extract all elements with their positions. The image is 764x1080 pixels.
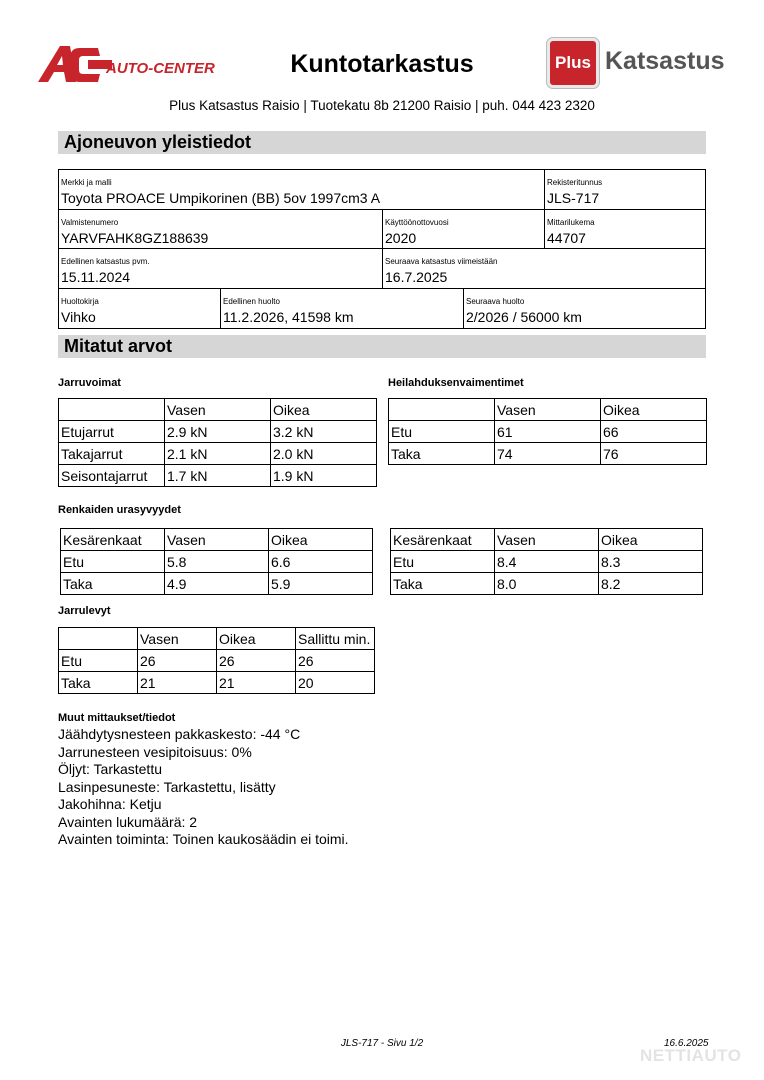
table-row (59, 672, 375, 694)
table-cell (389, 399, 495, 421)
table-cell: 26 (217, 650, 296, 672)
table-cell: Taka (391, 573, 495, 595)
make-model-value: Toyota PROACE Umpikorinen (BB) 5ov 1997cm3 A (61, 190, 381, 206)
reg-no-value: JLS-717 (547, 190, 600, 206)
auto-center-logo (36, 44, 226, 86)
table-cell: Etu (59, 650, 138, 672)
page-title: Kuntotarkastus (290, 50, 474, 78)
table-cell: Seisontajarrut (59, 465, 165, 487)
section-general-title: Ajoneuvon yleistiedot (58, 131, 706, 154)
table-cell: Oikea (599, 529, 703, 551)
table-cell: 6.6 (269, 551, 373, 573)
odometer-label: Mittarilukema (547, 217, 595, 227)
plus-logo-word: Katsastus (605, 47, 725, 75)
table-cell: 5.9 (269, 573, 373, 595)
table-cell: 26 (138, 650, 217, 672)
table-row (59, 443, 377, 465)
table-cell: 76 (601, 443, 707, 465)
table-row (59, 465, 377, 487)
next-service-label: Seuraava huolto (466, 296, 525, 306)
service-book-value: Vihko (61, 308, 96, 325)
auto-center-logo-graphic (36, 44, 226, 86)
other-title: Muut mittaukset/tiedot (58, 712, 176, 724)
table-cell: Etujarrut (59, 421, 165, 443)
table-row (391, 551, 703, 573)
next-inspection-label: Seuraava katsastus viimeistään (385, 257, 498, 266)
table-cell: 4.9 (165, 573, 269, 595)
plus-logo-box: Plus (547, 38, 599, 88)
vehicle-row-1 (59, 170, 705, 210)
table-cell: Vasen (495, 529, 599, 551)
list-item: Avainten lukumäärä: 2 (58, 813, 198, 830)
table-row (391, 573, 703, 595)
next-inspection-value: 16.7.2025 (385, 269, 448, 285)
vin-value: YARVFAHK8GZ188639 (61, 229, 209, 246)
table-cell: Etu (61, 551, 165, 573)
next-inspection-cell (383, 249, 705, 288)
table-cell: Vasen (165, 399, 271, 421)
table-cell: 3.2 kN (271, 421, 377, 443)
table-row (59, 421, 377, 443)
table-cell: Taka (389, 443, 495, 465)
discs-title: Jarrulevyt (58, 605, 111, 617)
table-cell: 1.9 kN (271, 465, 377, 487)
table-cell: Etu (389, 421, 495, 443)
discs-table (58, 627, 375, 694)
vehicle-row-4 (59, 289, 705, 329)
tread-left-table (60, 528, 373, 595)
table-header-row (59, 628, 375, 650)
table-cell: Kesärenkaat (61, 529, 165, 551)
table-row (389, 443, 707, 465)
prev-inspection-value: 15.11.2024 (61, 269, 131, 285)
table-cell: 5.8 (165, 551, 269, 573)
list-item: Jarrunesteen vesipitoisuus: 0% (58, 743, 252, 760)
table-header-row (61, 529, 373, 551)
table-header-row (389, 399, 707, 421)
table-cell: Etu (391, 551, 495, 573)
next-service-value: 2/2026 / 56000 km (466, 308, 582, 325)
reg-no-label: Rekisteritunnus (547, 178, 603, 187)
shocks-table (388, 398, 707, 465)
brakes-title: Jarruvoimat (58, 377, 121, 389)
first-use-label: Käyttöönottovuosi (385, 217, 449, 227)
nettiauto-watermark: NETTIAUTO (640, 1046, 742, 1065)
make-model-cell (59, 170, 545, 209)
table-cell: Vasen (138, 628, 217, 650)
table-cell: Taka (61, 573, 165, 595)
shocks-title: Heilahduksenvaimentimet (388, 377, 524, 389)
table-cell: 74 (495, 443, 601, 465)
table-cell: Vasen (495, 399, 601, 421)
odometer-cell (545, 210, 705, 249)
odometer-value: 44707 (547, 229, 586, 246)
table-cell: 2.0 kN (271, 443, 377, 465)
brakes-table (58, 398, 377, 487)
tread-title: Renkaiden urasyvyydet (58, 504, 181, 516)
footer-page-info: JLS-717 - Sivu 1/2 (340, 1038, 424, 1049)
table-cell: 21 (138, 672, 217, 694)
table-cell (59, 399, 165, 421)
prev-service-label: Edellinen huolto (223, 296, 280, 306)
table-header-row (391, 529, 703, 551)
vin-label: Valmistenumero (61, 217, 119, 227)
vehicle-row-2 (59, 210, 705, 250)
list-item: Jakohihna: Ketju (58, 796, 162, 812)
table-row (389, 421, 707, 443)
table-cell: Sallittu min. (296, 628, 375, 650)
other-list (58, 726, 349, 849)
plus-katsastus-logo (547, 38, 732, 90)
prev-inspection-cell (59, 249, 383, 288)
list-item: Avainten toiminta: Toinen kaukosäädin ei toimi. (58, 831, 349, 847)
contact-line: Plus Katsastus Raisio | Tuotekatu 8b 21200 Raisio | puh. 044 423 2320 (169, 98, 595, 113)
auto-center-logo-text: AUTO-CENTER (106, 60, 215, 77)
table-cell: 61 (495, 421, 601, 443)
vehicle-info-grid (58, 169, 706, 329)
table-cell: Taka (59, 672, 138, 694)
list-item: Jäähdytysnesteen pakkaskesto: -44 °C (58, 726, 301, 742)
table-cell: 2.1 kN (165, 443, 271, 465)
next-service-cell (464, 289, 705, 329)
list-item: Öljyt: Tarkastettu (58, 761, 163, 777)
prev-service-cell (221, 289, 464, 329)
service-book-label: Huoltokirja (61, 296, 99, 306)
first-use-value: 2020 (385, 229, 417, 246)
table-cell: Kesärenkaat (391, 529, 495, 551)
table-cell: Oikea (601, 399, 707, 421)
table-cell: 21 (217, 672, 296, 694)
first-use-cell (383, 210, 545, 249)
tread-right-table (390, 528, 703, 595)
table-row (61, 551, 373, 573)
list-item: Lasinpesuneste: Tarkastettu, lisätty (58, 778, 276, 795)
table-cell: Oikea (271, 399, 377, 421)
prev-service-value: 11.2.2026, 41598 km (223, 308, 354, 325)
section-measured-title: Mitatut arvot (58, 335, 706, 358)
table-row (61, 573, 373, 595)
footer-date: 16.6.2025 (664, 1038, 709, 1049)
make-model-label: Merkki ja malli (61, 178, 112, 187)
reg-no-cell (545, 170, 705, 209)
table-cell: 26 (296, 650, 375, 672)
table-cell (59, 628, 138, 650)
table-cell: 8.0 (495, 573, 599, 595)
table-cell: Oikea (217, 628, 296, 650)
table-cell: Vasen (165, 529, 269, 551)
table-cell: 1.7 kN (165, 465, 271, 487)
table-cell: 8.2 (599, 573, 703, 595)
table-cell: 66 (601, 421, 707, 443)
vehicle-row-3 (59, 249, 705, 289)
table-header-row (59, 399, 377, 421)
table-cell: Oikea (269, 529, 373, 551)
table-cell: 8.3 (599, 551, 703, 573)
vin-cell (59, 210, 383, 249)
table-cell: 2.9 kN (165, 421, 271, 443)
table-cell: 8.4 (495, 551, 599, 573)
prev-inspection-label: Edellinen katsastus pvm. (61, 257, 150, 266)
service-book-cell (59, 289, 221, 329)
table-cell: Takajarrut (59, 443, 165, 465)
table-cell: 20 (296, 672, 375, 694)
table-row (59, 650, 375, 672)
